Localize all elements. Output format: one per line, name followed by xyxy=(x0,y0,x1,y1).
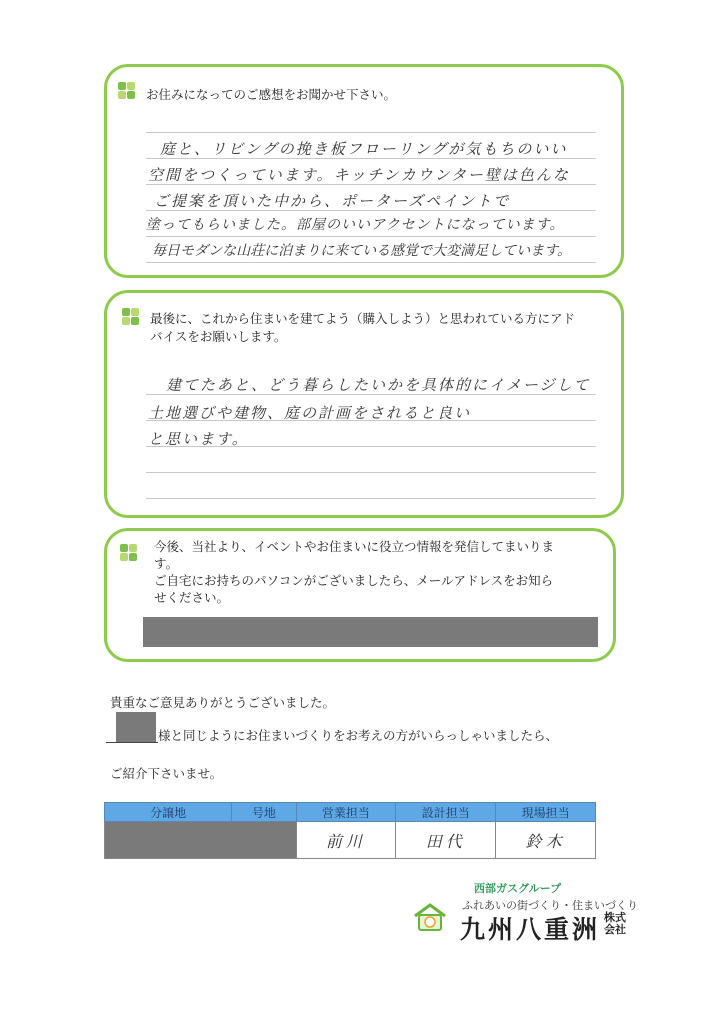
design-staff: 田代 xyxy=(396,822,496,859)
newsletter-prompt-line: す。 xyxy=(154,556,179,571)
company-corp-form: 株式会社 xyxy=(604,911,626,936)
handwritten-answer-line: 建てたあと、どう暮らしたいかを具体的にイメージして xyxy=(166,376,591,394)
header-lot: 号地 xyxy=(232,803,296,822)
handwritten-answer-line: ご提案を頂いた中から、ポーターズペイントで xyxy=(154,192,511,210)
handwritten-answer-line: 庭と、リビングの挽き板フローリングが気もちのいい xyxy=(160,140,568,158)
header-site: 現場担当 xyxy=(496,803,596,822)
company-name: 九州八重洲 xyxy=(460,915,601,944)
referral-end-text: ご紹介下さいませ。 xyxy=(110,766,223,781)
handwritten-answer-line: 塗ってもらいました。部屋のいいアクセントになっています。 xyxy=(146,217,565,233)
site-staff: 鈴木 xyxy=(496,822,596,859)
advice-prompt-line: 最後に、これから住まいを建てよう（購入しよう）と思われている方にアド xyxy=(150,311,576,326)
house-logo-icon xyxy=(412,902,448,932)
newsletter-prompt-line: せください。 xyxy=(154,590,230,605)
clover-icon xyxy=(122,308,140,326)
staff-table xyxy=(104,802,596,859)
clover-icon xyxy=(118,82,136,100)
header-design: 設計担当 xyxy=(396,803,496,822)
email-redaction xyxy=(143,617,598,647)
newsletter-prompt-line: ご自宅にお持ちのパソコンがございましたら、メールアドレスをお知ら xyxy=(154,573,554,588)
lot-redaction-cell xyxy=(105,822,297,859)
handwritten-answer-line: と思います。 xyxy=(148,430,249,448)
handwritten-answer-line: 土地選びや建物、庭の計画をされると良い xyxy=(148,404,472,422)
advice-prompt-line: バイスをお願いします。 xyxy=(150,329,287,344)
customer-name-redaction xyxy=(116,712,156,742)
header-subdivision: 分譲地 xyxy=(105,803,232,822)
referral-text: 様と同じようにお住まいづくりをお考えの方がいらっしゃいましたら、 xyxy=(158,728,559,743)
newsletter-prompt-line: 今後、当社より、イベントやお住まいに役立つ情報を発信してまいりま xyxy=(154,539,555,554)
handwritten-answer-line: 空間をつくっています。キッチンカウンター壁は色んな xyxy=(148,166,570,184)
company-tagline: ふれあいの街づくり・住まいづくり xyxy=(462,899,638,912)
handwritten-answer-line: 毎日モダンな山荘に泊まりに来ている感覚で大変満足しています。 xyxy=(152,243,572,259)
impressions-prompt: お住みになってのご感想をお聞かせ下さい。 xyxy=(146,87,397,102)
clover-icon xyxy=(120,544,138,562)
thanks-text: 貴重なご意見ありがとうございました。 xyxy=(110,695,336,710)
company-group: 西部ガスグループ xyxy=(474,882,562,895)
header-sales: 営業担当 xyxy=(296,803,396,822)
sales-staff: 前川 xyxy=(296,822,396,859)
